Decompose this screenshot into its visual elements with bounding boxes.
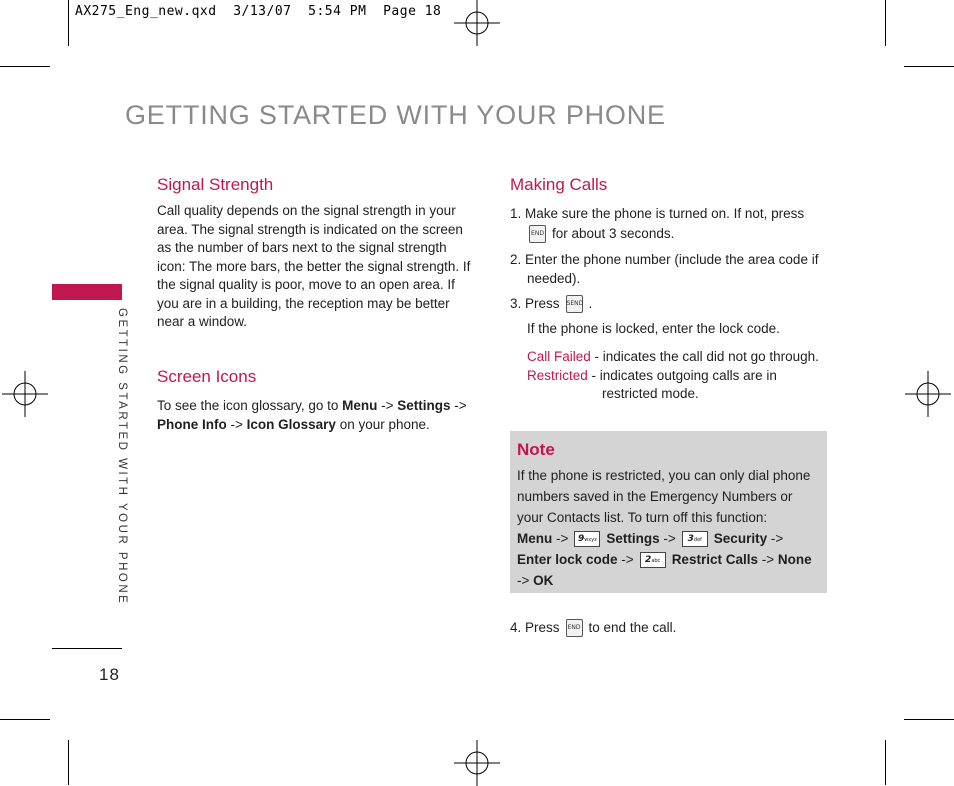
note-line <box>517 528 825 549</box>
key-digit: 3 <box>687 534 694 545</box>
ok-term: OK <box>533 573 554 588</box>
step-4 <box>510 619 830 638</box>
step-text: for about 3 seconds. <box>552 225 675 241</box>
note-box <box>510 431 827 593</box>
end-key-icon: END <box>529 225 546 243</box>
key-letters: def <box>693 537 702 544</box>
paragraph-line: as the number of bars next to the signal strength <box>157 240 447 255</box>
making-calls-heading: Making Calls <box>510 175 608 194</box>
none-term: None <box>777 552 812 567</box>
step-2 <box>510 251 835 288</box>
arrow-text: -> <box>517 573 534 588</box>
icon-glossary-term: Icon Glossary <box>246 416 336 432</box>
section-tab-marker <box>52 284 122 300</box>
call-failed-term: Call Failed <box>527 349 591 364</box>
signal-strength-section <box>157 175 477 332</box>
arrow-text: -> <box>757 552 778 567</box>
arrow-text: -> <box>767 531 784 546</box>
crop-mark <box>885 0 886 46</box>
registration-mark <box>905 371 951 417</box>
security-term: Security <box>713 531 768 546</box>
end-key-icon: END <box>566 619 583 637</box>
menu-term: Menu <box>342 398 378 413</box>
paragraph-line: icon: The more bars, the better the signal strength. If <box>157 258 471 274</box>
registration-mark <box>454 0 500 46</box>
restrict-calls-term: Restrict Calls <box>671 552 758 567</box>
arrow-text: -> <box>552 531 569 546</box>
note-line: numbers saved in the Emergency Numbers or <box>517 489 793 504</box>
screen-icons-paragraph <box>157 397 477 434</box>
definition-text: - indicates outgoing calls are in <box>587 367 777 383</box>
step-1 <box>510 205 835 243</box>
key-3-icon <box>682 531 708 547</box>
signal-strength-heading: Signal Strength <box>157 175 274 194</box>
registration-mark <box>2 371 48 417</box>
arrow-text: -> <box>659 531 676 546</box>
menu-term: Menu <box>517 531 553 546</box>
settings-term: Settings <box>397 398 451 413</box>
key-9-icon <box>574 531 600 547</box>
arrow-text: -> <box>377 398 398 413</box>
crop-mark <box>904 719 954 720</box>
arrow-text: -> <box>617 552 634 567</box>
screen-icons-heading: Screen Icons <box>157 367 257 386</box>
text-run: To see the icon glossary, go to <box>157 398 343 413</box>
signal-strength-paragraph <box>157 202 477 332</box>
key-letters: abc <box>651 558 661 565</box>
status-definitions <box>510 348 835 404</box>
side-section-label: GETTING STARTED WITH YOUR PHONE <box>116 308 128 606</box>
enter-lock-code-term: Enter lock code <box>517 552 618 567</box>
paragraph-line: Call quality depends on the signal strength in your <box>157 203 456 218</box>
crop-mark <box>0 719 50 720</box>
crop-mark <box>68 740 69 785</box>
arrow-text: -> <box>450 398 467 413</box>
phone-info-term: Phone Info <box>157 416 227 432</box>
margin-rule <box>52 648 122 649</box>
key-2-icon <box>640 552 666 568</box>
step-text: . <box>588 296 593 311</box>
step-text: 1. Make sure the phone is turned on. If not, press <box>510 206 805 221</box>
note-title: Note <box>517 440 555 459</box>
arrow-text: -> <box>226 416 247 432</box>
crop-mark <box>0 66 50 67</box>
screen-icons-section <box>157 367 477 434</box>
key-letters: wxyz <box>584 537 597 544</box>
restricted-term: Restricted <box>527 367 588 383</box>
step-text: 4. Press <box>510 620 560 635</box>
step-text: 2. Enter the phone number (include the area code if <box>510 252 819 267</box>
step-text: If the phone is locked, enter the lock code. <box>527 320 780 336</box>
registration-mark <box>454 740 500 786</box>
crop-mark <box>885 740 886 785</box>
paragraph-line: the signal quality is poor, move to an open area. If <box>157 277 455 292</box>
send-key-icon: SEND <box>566 295 583 313</box>
crop-mark <box>68 0 69 46</box>
note-line <box>517 549 825 570</box>
note-line: If the phone is restricted, you can only dial phone <box>517 468 811 483</box>
step-text: to end the call. <box>588 620 677 635</box>
paragraph-line: you are in a building, the reception may be better <box>157 295 450 311</box>
crop-mark <box>904 66 954 67</box>
step-text: needed). <box>527 270 581 286</box>
making-calls-section <box>510 175 835 404</box>
step-text: 3. Press <box>510 296 560 311</box>
paragraph-line: near a window. <box>157 314 248 329</box>
text-run: on your phone. <box>335 416 430 432</box>
paragraph-line: area. The signal strength is indicated on the screen <box>157 221 463 237</box>
definition-text: - indicates the call did not go through. <box>590 349 819 364</box>
key-digit: 2 <box>645 555 652 566</box>
key-digit: 9 <box>577 534 585 545</box>
step-3 <box>510 295 835 338</box>
note-line <box>517 570 825 591</box>
note-body <box>517 465 825 591</box>
note-line: your Contacts list. To turn off this function: <box>517 510 768 525</box>
print-slug-header: AX275_Eng_new.qxd 3/13/07 5:54 PM Page 18 <box>75 4 442 19</box>
page-number: 18 <box>99 665 120 684</box>
settings-term: Settings <box>606 531 660 546</box>
definition-text: restricted mode. <box>602 386 699 401</box>
page-title: GETTING STARTED WITH YOUR PHONE <box>125 100 666 130</box>
